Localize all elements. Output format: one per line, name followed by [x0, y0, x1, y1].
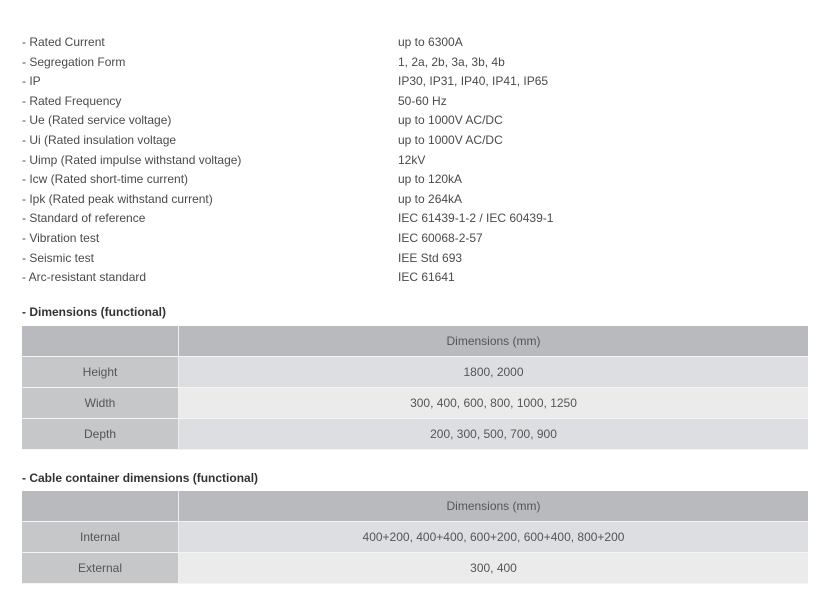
- table-row: [22, 522, 808, 553]
- spec-value: up to 264kA: [398, 191, 463, 206]
- corner-cell: [22, 326, 179, 357]
- spec-value: IEC 61641: [398, 270, 455, 285]
- spec-row: [22, 92, 553, 112]
- spec-value: 1, 2a, 2b, 3a, 3b, 4b: [398, 54, 505, 69]
- spec-value: IP30, IP31, IP40, IP41, IP65: [398, 74, 549, 89]
- spec-label: - Rated Current: [22, 35, 105, 49]
- row-label: Height: [22, 357, 179, 388]
- spec-value: up to 120kA: [398, 172, 463, 187]
- dimensions-table: [22, 326, 808, 450]
- row-label: Internal: [22, 522, 179, 553]
- spec-label: - Ui (Rated insulation voltage: [22, 132, 177, 147]
- spec-value: IEC 60068-2-57: [398, 230, 483, 245]
- spec-label: - Uimp (Rated impulse withstand voltage): [22, 152, 242, 167]
- spec-label: - Vibration test: [22, 230, 100, 245]
- spec-value: 50-60 Hz: [398, 93, 447, 108]
- column-header: Dimensions (mm): [179, 326, 809, 357]
- spec-value: IEC 61439-1-2 / IEC 60439-1: [398, 211, 554, 226]
- row-label: External: [22, 553, 179, 584]
- row-label: Width: [22, 388, 179, 419]
- cable-heading: - Cable container dimensions (functional): [22, 471, 259, 485]
- table-row: [22, 388, 808, 419]
- spec-row: [22, 268, 553, 288]
- spec-label: - Arc-resistant standard: [22, 270, 147, 285]
- spec-row: [22, 72, 553, 92]
- table-row: [22, 357, 808, 388]
- column-header: Dimensions (mm): [179, 491, 809, 522]
- spec-label: - Ipk (Rated peak withstand current): [22, 191, 213, 206]
- spec-row: [22, 229, 553, 249]
- row-value: 1800, 2000: [179, 357, 809, 388]
- cable-table: [22, 491, 808, 584]
- spec-value: 12kV: [398, 152, 426, 167]
- spec-value: up to 1000V AC/DC: [398, 132, 503, 147]
- spec-label: - Rated Frequency: [22, 93, 122, 108]
- row-value: 200, 300, 500, 700, 900: [179, 419, 809, 450]
- row-label: Depth: [22, 419, 179, 450]
- dimensions-heading: - Dimensions (functional): [22, 305, 166, 319]
- spec-row: [22, 209, 553, 229]
- spec-label: - Seismic test: [22, 250, 95, 265]
- spec-row: [22, 170, 553, 190]
- spec-row: [22, 151, 553, 171]
- spec-row: [22, 33, 553, 53]
- row-value: 400+200, 400+400, 600+200, 600+400, 800+200: [179, 522, 809, 553]
- spec-value: up to 6300A: [398, 35, 463, 49]
- spec-row: [22, 111, 553, 131]
- spec-label: - Standard of reference: [22, 211, 146, 226]
- spec-row: [22, 131, 553, 151]
- row-value: 300, 400: [179, 553, 809, 584]
- table-row: [22, 553, 808, 584]
- spec-row: [22, 190, 553, 210]
- corner-cell: [22, 491, 179, 522]
- spec-list: [22, 33, 553, 288]
- spec-row: [22, 53, 553, 73]
- spec-row: [22, 249, 553, 269]
- spec-label: - Icw (Rated short-time current): [22, 172, 189, 187]
- spec-label: - Ue (Rated service voltage): [22, 113, 172, 128]
- table-row: [22, 419, 808, 450]
- spec-value: up to 1000V AC/DC: [398, 113, 503, 128]
- row-value: 300, 400, 600, 800, 1000, 1250: [179, 388, 809, 419]
- spec-label: - IP: [22, 74, 41, 89]
- spec-value: IEE Std 693: [398, 250, 463, 265]
- spec-label: - Segregation Form: [22, 54, 126, 69]
